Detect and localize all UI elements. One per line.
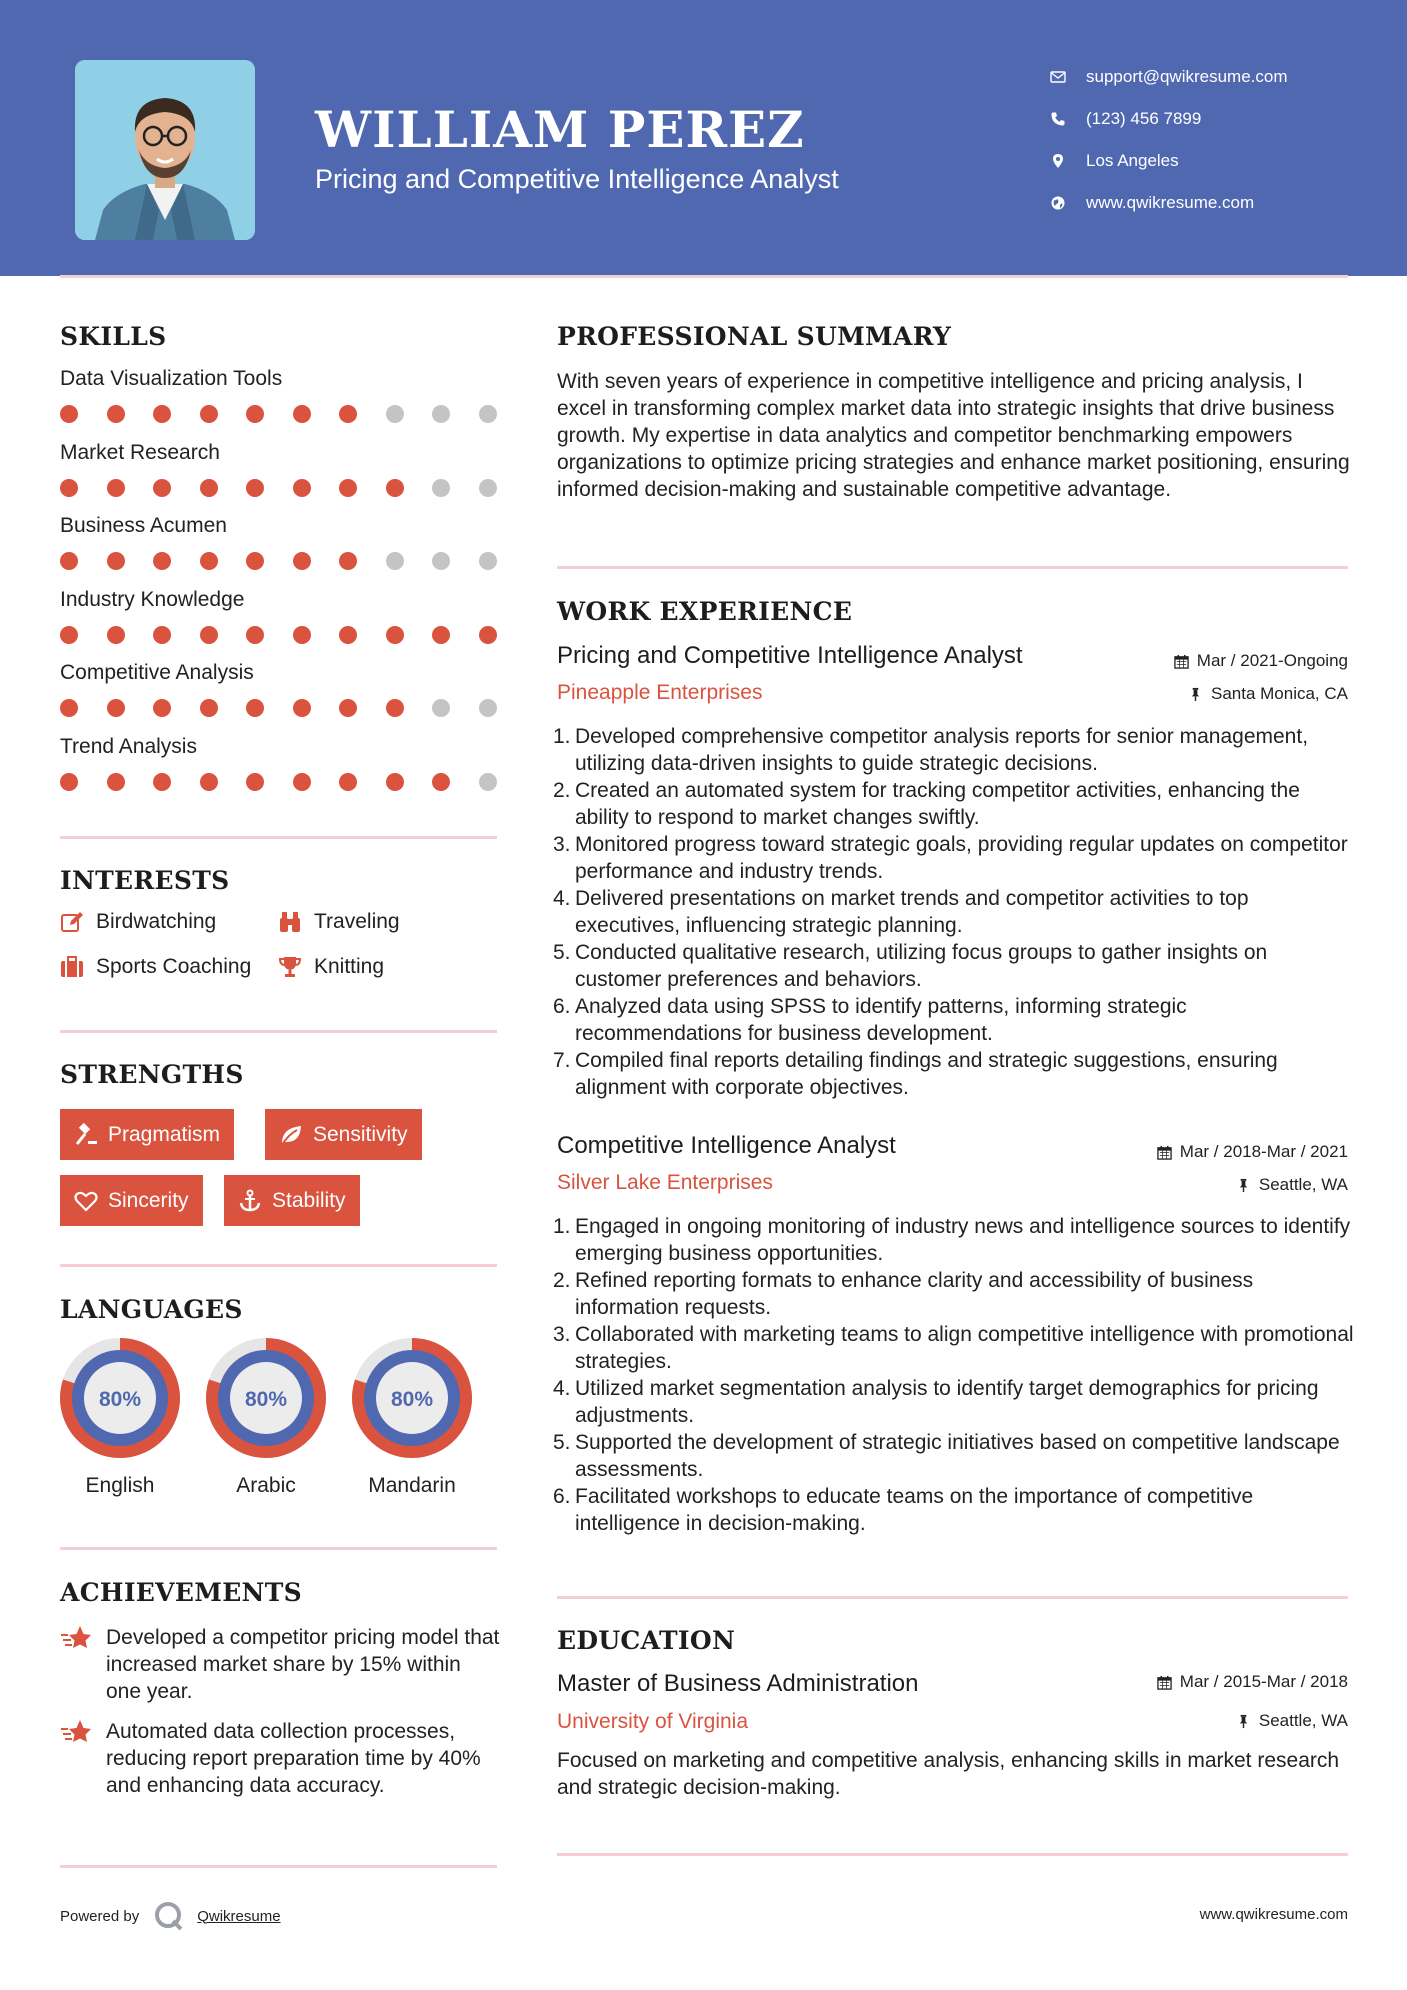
skill-dot-empty <box>432 405 450 423</box>
calendar-icon <box>1157 1675 1172 1690</box>
footer-website[interactable]: www.qwikresume.com <box>1199 1906 1348 1923</box>
skill-dot-filled <box>339 552 357 570</box>
language-percent: 80% <box>244 1388 288 1411</box>
strength-badge: Pragmatism <box>60 1109 234 1160</box>
job-location: Santa Monica, CA <box>1188 684 1348 704</box>
skill-dot-filled <box>432 773 450 791</box>
job-location: Seattle, WA <box>1236 1175 1348 1195</box>
skill-dot-filled <box>339 405 357 423</box>
job-bullet: 2. Refined reporting formats to enhance clarity and accessibility of business information requests. <box>553 1269 1254 1319</box>
skill-dot-empty <box>479 405 497 423</box>
leaf-icon <box>279 1123 303 1147</box>
skill-name: Market Research <box>60 440 220 464</box>
skill-dot-filled <box>200 699 218 717</box>
skill-dot-filled <box>107 699 125 717</box>
skill-name: Data Visualization Tools <box>60 367 283 390</box>
contact-email[interactable] <box>1050 56 1288 98</box>
job-bullets <box>553 723 1357 1101</box>
skill-rating <box>60 479 500 499</box>
experience-heading: WORK EXPERIENCE <box>557 597 853 626</box>
pushpin-icon <box>1188 687 1203 702</box>
star-icon <box>60 1624 92 1654</box>
interest-item: Sports Coaching <box>60 955 251 979</box>
skill-dot-filled <box>200 405 218 423</box>
anchor-icon <box>238 1189 262 1213</box>
job-bullet: 4. Delivered presentations on market trends and competitor activities to top executives, influencing strategic planning. <box>553 887 1249 937</box>
job-bullets <box>553 1213 1357 1537</box>
candidate-name: WILLIAM PEREZ <box>315 100 805 159</box>
contact-website-text: www.qwikresume.com <box>1086 193 1255 212</box>
achievement-text: Developed a competitor pricing model that increased market share by 15% within one year. <box>106 1626 500 1703</box>
strength-badge: Sensitivity <box>265 1109 422 1160</box>
job-date: Mar / 2018-Mar / 2021 <box>1157 1142 1348 1162</box>
skill-dot-filled <box>246 479 264 497</box>
heart-icon <box>74 1189 98 1213</box>
job-bullet: 3. Collaborated with marketing teams to align competitive intelligence with promotional strategies. <box>553 1323 1354 1373</box>
skill-dot-empty <box>479 479 497 497</box>
profile-photo <box>75 60 255 240</box>
language-ring <box>60 1338 180 1458</box>
skill-dot-filled <box>432 626 450 644</box>
calendar-icon <box>1174 654 1189 669</box>
header-divider <box>60 275 1348 278</box>
language-item <box>206 1338 326 1498</box>
contact-phone[interactable] <box>1050 98 1288 140</box>
skill-dot-filled <box>153 699 171 717</box>
skill-dot-empty <box>479 699 497 717</box>
skill-dot-filled <box>153 479 171 497</box>
strengths-heading: STRENGTHS <box>60 1060 244 1089</box>
skill-dot-filled <box>60 626 78 644</box>
summary-text: With seven years of experience in competitive intelligence and pricing analysis, I excel in transforming complex market data into strategic insights that drive business growth. My expertise in data analytics and competitor benchmarking empowers organizations to optimize pricing strategies and enhance market positioning, ensuring informed decision-making and sustainable competitive advantage. <box>557 370 1350 501</box>
job-bullet: 6. Facilitated workshops to educate teams on the importance of competitive intelligence in decision-making. <box>553 1485 1254 1535</box>
skill-dot-filled <box>339 626 357 644</box>
job-title: Competitive Intelligence Analyst <box>557 1132 896 1159</box>
language-name: Arabic <box>236 1474 296 1497</box>
skills-divider <box>60 836 497 839</box>
skill-rating <box>60 626 500 646</box>
skill-dot-empty <box>479 552 497 570</box>
pushpin-icon <box>1236 1178 1251 1193</box>
skill-dot-filled <box>339 479 357 497</box>
skill-dot-filled <box>293 479 311 497</box>
language-percent: 80% <box>98 1388 142 1411</box>
skill-dot-filled <box>107 552 125 570</box>
languages-divider <box>60 1547 497 1550</box>
skill-dot-filled <box>107 479 125 497</box>
skill-dot-filled <box>153 552 171 570</box>
job-company: Silver Lake Enterprises <box>557 1171 773 1194</box>
job-bullet: 5. Supported the development of strategic initiatives based on competitive landscape assessments. <box>553 1431 1340 1481</box>
education-heading: EDUCATION <box>557 1626 736 1655</box>
skill-dot-filled <box>246 773 264 791</box>
skill-dot-empty <box>432 699 450 717</box>
skill-dot-filled <box>153 405 171 423</box>
skill-dot-filled <box>200 479 218 497</box>
skill-dot-filled <box>293 699 311 717</box>
resume-header <box>0 0 1407 276</box>
skill-dot-filled <box>200 552 218 570</box>
contact-email-text: support@qwikresume.com <box>1086 67 1288 86</box>
language-item <box>60 1338 180 1498</box>
skill-dot-filled <box>386 773 404 791</box>
skill-dot-filled <box>107 405 125 423</box>
education-date: Mar / 2015-Mar / 2018 <box>1157 1672 1348 1692</box>
contact-location <box>1050 140 1288 182</box>
contact-location-text: Los Angeles <box>1086 151 1179 170</box>
qwikresume-link[interactable]: Qwikresume <box>197 1907 281 1925</box>
skill-name: Trend Analysis <box>60 734 197 758</box>
strength-badge: Stability <box>224 1175 360 1226</box>
skill-dot-filled <box>246 699 264 717</box>
skill-dot-filled <box>293 552 311 570</box>
skill-dot-empty <box>479 773 497 791</box>
language-percent: 80% <box>390 1388 434 1411</box>
skill-dot-filled <box>339 773 357 791</box>
skill-dot-filled <box>386 699 404 717</box>
strengths-divider <box>60 1264 497 1267</box>
skill-dot-filled <box>60 405 78 423</box>
achievements-heading: ACHIEVEMENTS <box>60 1578 302 1607</box>
interests-heading: INTERESTS <box>60 866 230 895</box>
gavel-icon <box>74 1123 98 1147</box>
skill-rating <box>60 699 500 719</box>
summary-heading: PROFESSIONAL SUMMARY <box>557 322 952 351</box>
skill-dot-filled <box>246 405 264 423</box>
job-bullet: 3. Monitored progress toward strategic goals, providing regular updates on competitor performance and industry trends. <box>553 833 1348 883</box>
job-bullet: 1. Engaged in ongoing monitoring of industry news and intelligence sources to identify emerging business opportunities. <box>553 1215 1351 1265</box>
skill-dot-filled <box>153 626 171 644</box>
pencil-square-icon <box>60 910 84 934</box>
skill-dot-filled <box>386 626 404 644</box>
skill-dot-empty <box>386 552 404 570</box>
job-date: Mar / 2021-Ongoing <box>1174 651 1348 671</box>
education-degree: Master of Business Administration <box>557 1670 919 1697</box>
pushpin-icon <box>1236 1714 1251 1729</box>
skill-dot-filled <box>107 626 125 644</box>
job-title: Pricing and Competitive Intelligence Analyst <box>557 642 1023 669</box>
skill-dot-filled <box>479 626 497 644</box>
skill-dot-filled <box>293 773 311 791</box>
skill-rating <box>60 405 500 425</box>
skill-dot-filled <box>60 699 78 717</box>
education-school: University of Virginia <box>557 1710 749 1733</box>
footer-powered-by: Powered by Qwikresume <box>60 1900 281 1932</box>
job-bullet: 7. Compiled final reports detailing findings and strategic suggestions, ensuring alignment with corporate objectives. <box>553 1049 1278 1099</box>
skill-dot-filled <box>200 773 218 791</box>
achievement-item <box>60 1624 500 1705</box>
skill-name: Competitive Analysis <box>60 661 254 684</box>
skill-rating <box>60 552 500 572</box>
skill-dot-filled <box>339 699 357 717</box>
skills-heading: SKILLS <box>60 322 167 351</box>
skill-dot-filled <box>60 552 78 570</box>
skill-rating <box>60 773 500 793</box>
map-pin-icon <box>1050 153 1066 169</box>
education-description: Focused on marketing and competitive analysis, enhancing skills in market research and strategic decision-making. <box>557 1749 1340 1799</box>
trophy-icon <box>278 955 302 979</box>
calendar-icon <box>1157 1145 1172 1160</box>
strength-badge: Sincerity <box>60 1175 203 1226</box>
interest-item: Birdwatching <box>60 910 216 934</box>
language-name: English <box>85 1474 155 1497</box>
language-name: Mandarin <box>368 1474 456 1497</box>
candidate-title: Pricing and Competitive Intelligence Analyst <box>315 164 839 194</box>
skill-name: Industry Knowledge <box>60 587 245 611</box>
job-bullet: 4. Utilized market segmentation analysis to identify target demographics for pricing adjustments. <box>553 1377 1319 1427</box>
achievement-text: Automated data collection processes, reducing report preparation time by 40% and enhancing data accuracy. <box>106 1720 481 1797</box>
contact-list <box>1050 56 1288 224</box>
skill-dot-filled <box>60 773 78 791</box>
languages-heading: LANGUAGES <box>60 1295 243 1324</box>
skill-dot-filled <box>293 626 311 644</box>
phone-icon <box>1050 111 1066 127</box>
language-ring <box>352 1338 472 1458</box>
experience-divider <box>557 1596 1348 1599</box>
skill-dot-empty <box>386 405 404 423</box>
skill-dot-filled <box>153 773 171 791</box>
language-item <box>352 1338 472 1498</box>
interest-item: Knitting <box>278 955 384 979</box>
job-bullet: 6. Analyzed data using SPSS to identify patterns, informing strategic recommendations for business development. <box>553 995 1187 1045</box>
qwikresume-logo-icon <box>153 1900 185 1932</box>
summary-divider <box>557 566 1348 569</box>
binoculars-icon <box>278 910 302 934</box>
education-location: Seattle, WA <box>1236 1711 1348 1731</box>
contact-phone-text: (123) 456 7899 <box>1086 109 1202 128</box>
star-icon <box>60 1718 92 1748</box>
skill-dot-empty <box>432 552 450 570</box>
contact-website[interactable] <box>1050 182 1288 224</box>
skill-name: Business Acumen <box>60 514 227 537</box>
interest-item: Traveling <box>278 910 400 934</box>
job-bullet: 2. Created an automated system for tracking competitor activities, enhancing the ability to respond to market changes swiftly. <box>553 779 1300 829</box>
briefcase-icon <box>60 955 84 979</box>
globe-icon <box>1050 195 1066 211</box>
achievement-item <box>60 1718 500 1799</box>
skill-dot-filled <box>386 479 404 497</box>
skill-dot-filled <box>200 626 218 644</box>
skill-dot-empty <box>432 479 450 497</box>
envelope-icon <box>1050 69 1066 85</box>
job-bullet: 1. Developed comprehensive competitor analysis reports for senior management, utilizing data-driven insights to guide strategic decisions. <box>553 725 1309 775</box>
skill-dot-filled <box>60 479 78 497</box>
skill-dot-filled <box>293 405 311 423</box>
education-divider <box>557 1853 1348 1856</box>
skill-dot-filled <box>246 626 264 644</box>
interests-divider <box>60 1030 497 1033</box>
job-bullet: 5. Conducted qualitative research, utilizing focus groups to gather insights on customer preferences and behaviors. <box>553 941 1268 991</box>
skill-dot-filled <box>107 773 125 791</box>
skill-dot-filled <box>246 552 264 570</box>
achievements-divider <box>60 1865 497 1868</box>
job-company: Pineapple Enterprises <box>557 681 763 704</box>
language-ring <box>206 1338 326 1458</box>
